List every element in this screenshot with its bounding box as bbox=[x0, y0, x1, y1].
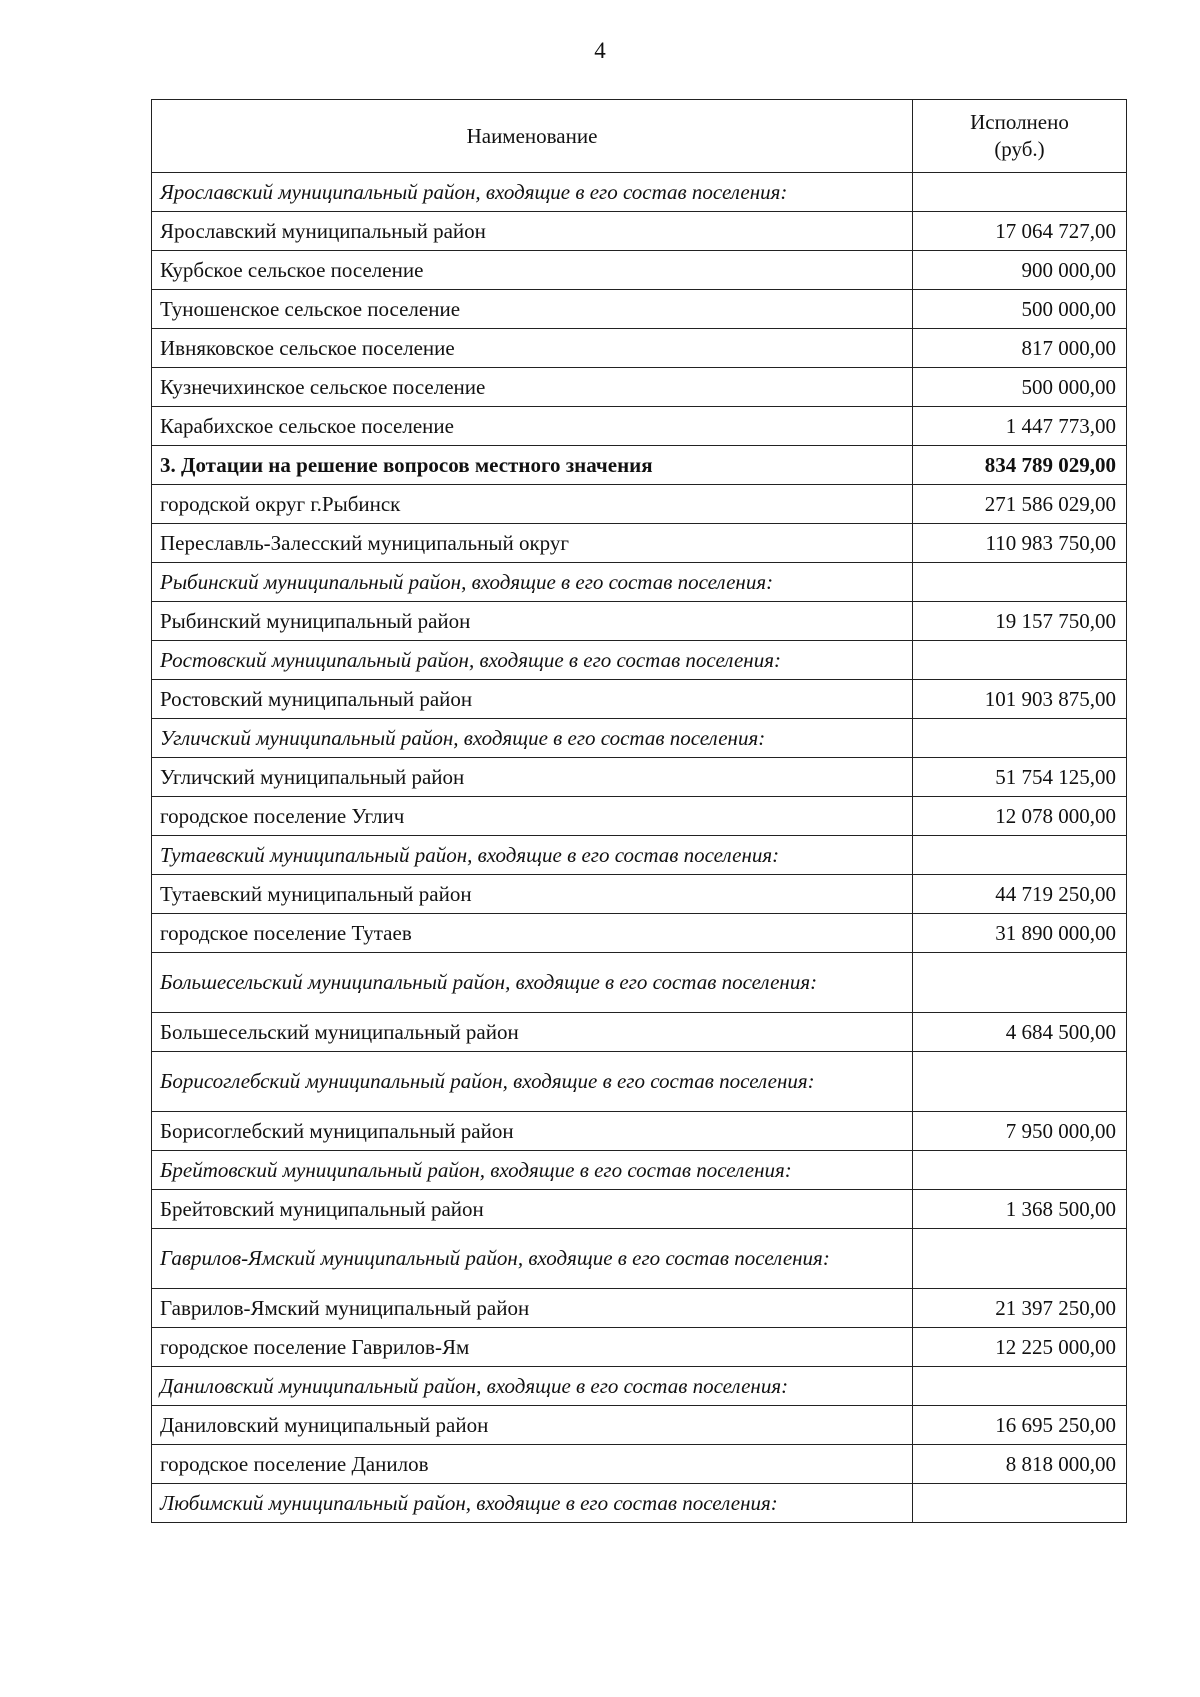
table-row bbox=[152, 1328, 1127, 1367]
row-name: Карабихское сельское поселение bbox=[152, 407, 913, 446]
row-value bbox=[913, 173, 1127, 212]
section-row bbox=[152, 641, 1127, 680]
row-value: 500 000,00 bbox=[913, 368, 1127, 407]
row-value: 12 078 000,00 bbox=[913, 797, 1127, 836]
table-row bbox=[152, 602, 1127, 641]
row-value bbox=[913, 1367, 1127, 1406]
row-name: Ростовский муниципальный район, входящие в его состав поселения: bbox=[152, 641, 913, 680]
row-name: Тутаевский муниципальный район bbox=[152, 875, 913, 914]
row-value bbox=[913, 563, 1127, 602]
row-value: 1 447 773,00 bbox=[913, 407, 1127, 446]
row-name: городской округ г.Рыбинск bbox=[152, 485, 913, 524]
row-name: Рыбинский муниципальный район, входящие в его состав поселения: bbox=[152, 563, 913, 602]
section-row bbox=[152, 719, 1127, 758]
table-row bbox=[152, 1013, 1127, 1052]
table-row bbox=[152, 1406, 1127, 1445]
table-body bbox=[152, 173, 1127, 1523]
row-value: 817 000,00 bbox=[913, 329, 1127, 368]
row-name: Брейтовский муниципальный район, входящие в его состав поселения: bbox=[152, 1151, 913, 1190]
table-row bbox=[152, 485, 1127, 524]
row-name: Рыбинский муниципальный район bbox=[152, 602, 913, 641]
table-row bbox=[152, 758, 1127, 797]
row-name: Ярославский муниципальный район, входящие в его состав поселения: bbox=[152, 173, 913, 212]
row-value bbox=[913, 1052, 1127, 1112]
total-row bbox=[152, 446, 1127, 485]
row-name: Туношенское сельское поселение bbox=[152, 290, 913, 329]
row-value: 19 157 750,00 bbox=[913, 602, 1127, 641]
row-value: 4 684 500,00 bbox=[913, 1013, 1127, 1052]
row-value: 1 368 500,00 bbox=[913, 1190, 1127, 1229]
section-row bbox=[152, 1484, 1127, 1523]
row-name: Угличский муниципальный район bbox=[152, 758, 913, 797]
section-row bbox=[152, 836, 1127, 875]
table-row bbox=[152, 368, 1127, 407]
row-name: Большесельский муниципальный район, входящие в его состав поселения: bbox=[152, 953, 913, 1013]
row-value: 51 754 125,00 bbox=[913, 758, 1127, 797]
row-name: городское поселение Тутаев bbox=[152, 914, 913, 953]
budget-table bbox=[151, 99, 1127, 1523]
section-row bbox=[152, 953, 1127, 1013]
section-row bbox=[152, 1052, 1127, 1112]
table-row bbox=[152, 680, 1127, 719]
row-name: Переславль-Залесский муниципальный округ bbox=[152, 524, 913, 563]
row-name: Ярославский муниципальный район bbox=[152, 212, 913, 251]
row-name: Большесельский муниципальный район bbox=[152, 1013, 913, 1052]
row-value: 271 586 029,00 bbox=[913, 485, 1127, 524]
row-name: Брейтовский муниципальный район bbox=[152, 1190, 913, 1229]
header-name: Наименование bbox=[152, 100, 913, 173]
row-value: 900 000,00 bbox=[913, 251, 1127, 290]
row-value: 16 695 250,00 bbox=[913, 1406, 1127, 1445]
row-name: Даниловский муниципальный район bbox=[152, 1406, 913, 1445]
table-row bbox=[152, 1190, 1127, 1229]
row-value bbox=[913, 1484, 1127, 1523]
table-row bbox=[152, 290, 1127, 329]
table-row bbox=[152, 1289, 1127, 1328]
section-row bbox=[152, 1229, 1127, 1289]
row-value: 101 903 875,00 bbox=[913, 680, 1127, 719]
header-value-line2: (руб.) bbox=[994, 137, 1045, 161]
table-row bbox=[152, 407, 1127, 446]
row-name: Гаврилов-Ямский муниципальный район, входящие в его состав поселения: bbox=[152, 1229, 913, 1289]
row-name: Ростовский муниципальный район bbox=[152, 680, 913, 719]
section-row bbox=[152, 1367, 1127, 1406]
row-name: 3. Дотации на решение вопросов местного значения bbox=[152, 446, 913, 485]
table-row bbox=[152, 212, 1127, 251]
table-row bbox=[152, 797, 1127, 836]
table-row bbox=[152, 251, 1127, 290]
row-value: 110 983 750,00 bbox=[913, 524, 1127, 563]
row-name: городское поселение Данилов bbox=[152, 1445, 913, 1484]
row-value: 21 397 250,00 bbox=[913, 1289, 1127, 1328]
page-number: 4 bbox=[594, 38, 606, 63]
row-value: 12 225 000,00 bbox=[913, 1328, 1127, 1367]
header-value-line1: Исполнено bbox=[970, 110, 1069, 134]
row-value: 8 818 000,00 bbox=[913, 1445, 1127, 1484]
table-row bbox=[152, 1112, 1127, 1151]
section-row bbox=[152, 173, 1127, 212]
table-row bbox=[152, 329, 1127, 368]
table-row bbox=[152, 914, 1127, 953]
row-name: Борисоглебский муниципальный район, входящие в его состав поселения: bbox=[152, 1052, 913, 1112]
row-name: городское поселение Углич bbox=[152, 797, 913, 836]
row-value bbox=[913, 953, 1127, 1013]
row-value: 44 719 250,00 bbox=[913, 875, 1127, 914]
row-value: 7 950 000,00 bbox=[913, 1112, 1127, 1151]
row-value bbox=[913, 836, 1127, 875]
row-value bbox=[913, 1229, 1127, 1289]
row-name: Тутаевский муниципальный район, входящие в его состав поселения: bbox=[152, 836, 913, 875]
row-value: 500 000,00 bbox=[913, 290, 1127, 329]
row-name: Ивняковское сельское поселение bbox=[152, 329, 913, 368]
table-row bbox=[152, 875, 1127, 914]
row-name: Гаврилов-Ямский муниципальный район bbox=[152, 1289, 913, 1328]
row-value bbox=[913, 1151, 1127, 1190]
row-value bbox=[913, 719, 1127, 758]
row-name: Любимский муниципальный район, входящие в его состав поселения: bbox=[152, 1484, 913, 1523]
table-header-row bbox=[152, 100, 1127, 173]
row-value: 834 789 029,00 bbox=[913, 446, 1127, 485]
table-row bbox=[152, 1445, 1127, 1484]
row-name: Даниловский муниципальный район, входящие в его состав поселения: bbox=[152, 1367, 913, 1406]
row-name: Курбское сельское поселение bbox=[152, 251, 913, 290]
row-value: 31 890 000,00 bbox=[913, 914, 1127, 953]
row-name: Угличский муниципальный район, входящие в его состав поселения: bbox=[152, 719, 913, 758]
row-value bbox=[913, 641, 1127, 680]
section-row bbox=[152, 563, 1127, 602]
header-value bbox=[913, 100, 1127, 173]
row-name: городское поселение Гаврилов-Ям bbox=[152, 1328, 913, 1367]
section-row bbox=[152, 1151, 1127, 1190]
row-name: Кузнечихинское сельское поселение bbox=[152, 368, 913, 407]
row-value: 17 064 727,00 bbox=[913, 212, 1127, 251]
table-row bbox=[152, 524, 1127, 563]
row-name: Борисоглебский муниципальный район bbox=[152, 1112, 913, 1151]
